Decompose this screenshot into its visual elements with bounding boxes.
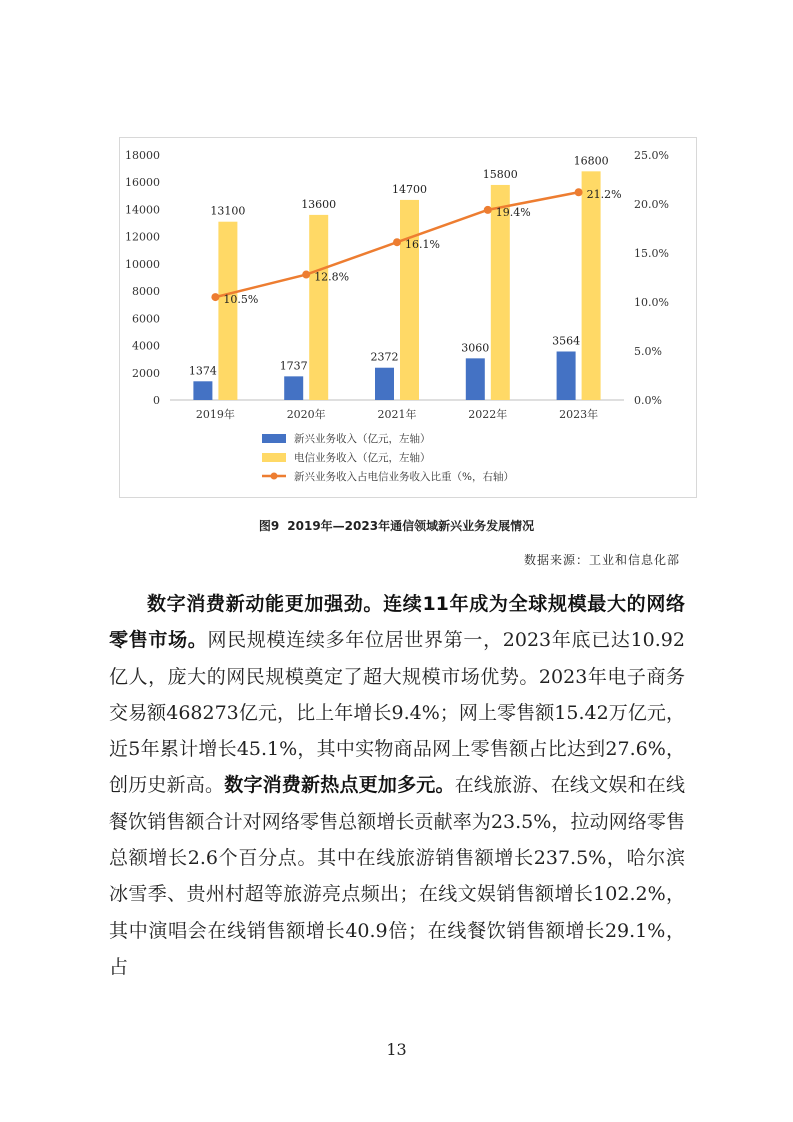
line-point-share: [393, 238, 401, 246]
line-point-share: [575, 188, 583, 196]
bar-label-telecom: 16800: [573, 154, 609, 168]
bar-emerging-revenue: [193, 381, 212, 400]
legend-swatch-emerging: [262, 434, 286, 443]
body-text-1: 网民规模连续多年位居世界第一，2023年底已达10.92亿人，庞大的网民规模奠定了超大规模市场优势。2023年电子商务交易额468273亿元，比上年增长9.4%；网上零售额15.42万亿元，近5年累计增长45.1%，其中实物商品网上零售额占比达到27.6%，创历史新高。: [109, 629, 685, 797]
x-tick-label: 2019年: [195, 408, 235, 421]
y-right-tick-label: 0.0%: [634, 394, 662, 407]
figure-number: 图9: [258, 519, 280, 533]
bar-telecom-revenue: [400, 200, 419, 400]
legend-label-telecom: 电信业务收入（亿元，左轴）: [294, 452, 431, 464]
bar-telecom-revenue: [218, 222, 237, 400]
bold-heading-2: 数字消费新热点更加多元。: [224, 774, 455, 797]
bar-emerging-revenue: [557, 351, 576, 400]
figure-title: 2019年—2023年通信领域新兴业务发展情况: [287, 519, 535, 533]
page-number: 13: [386, 1040, 407, 1059]
x-tick-label: 2020年: [286, 408, 326, 421]
bar-label-telecom: 13100: [210, 204, 246, 218]
line-point-share: [484, 206, 492, 214]
y-right-tick-label: 5.0%: [634, 345, 662, 358]
chart-container: [119, 137, 697, 498]
bar-label-emerging: 3060: [461, 341, 490, 355]
body-paragraph: [109, 586, 685, 985]
chart-svg: [120, 138, 698, 499]
y-right-tick-label: 10.0%: [634, 296, 669, 309]
y-left-tick-label: 14000: [125, 203, 160, 217]
data-source: 数据来源：工业和信息化部: [523, 553, 680, 567]
line-label-share: 21.2%: [586, 188, 622, 202]
bar-emerging-revenue: [284, 376, 303, 400]
bold-heading-1: 数字消费新动能更加强劲。连续11年成为全球规模最大的网络零售市场。: [109, 593, 685, 652]
bar-label-emerging: 1737: [279, 359, 308, 373]
bar-label-emerging: 2372: [370, 350, 399, 364]
bar-telecom-revenue: [309, 215, 328, 400]
line-label-share: 12.8%: [314, 270, 350, 284]
y-left-tick-label: 16000: [125, 176, 160, 190]
line-point-share: [302, 271, 310, 279]
bar-emerging-revenue: [375, 368, 394, 400]
legend-swatch-telecom: [262, 453, 286, 462]
x-tick-label: 2021年: [377, 408, 417, 421]
x-tick-label: 2023年: [559, 408, 599, 421]
y-right-tick-label: 20.0%: [634, 198, 669, 211]
legend-label-emerging: 新兴业务收入（亿元，左轴）: [294, 433, 431, 445]
bar-label-emerging: 3564: [552, 334, 581, 348]
y-left-tick-label: 0: [153, 394, 160, 407]
line-label-share: 10.5%: [223, 293, 259, 307]
bar-emerging-revenue: [466, 358, 485, 400]
legend-marker-share: [271, 473, 278, 480]
y-left-tick-label: 6000: [132, 312, 160, 326]
y-right-tick-label: 15.0%: [634, 247, 669, 260]
y-left-tick-label: 4000: [132, 339, 160, 353]
legend-label-share: 新兴业务收入占电信业务收入比重（%，右轴）: [294, 471, 514, 483]
y-left-tick-label: 2000: [132, 366, 160, 380]
figure-caption: [0, 517, 793, 534]
bar-label-telecom: 14700: [392, 182, 427, 196]
bar-label-telecom: 13600: [301, 197, 337, 211]
line-point-share: [211, 293, 219, 301]
bar-label-telecom: 15800: [482, 167, 518, 181]
body-text-2: 在线旅游、在线文娱和在线餐饮销售额合计对网络零售总额增长贡献率为23.5%，拉动网络零售总额增长2.6个百分点。其中在线旅游销售额增长237.5%，哈尔滨冰雪季、贵州村超等旅游亮点频出；在线文娱销售额增长102.2%，其中演唱会在线销售额增长40.9倍；在线餐饮销售额增长29.1%，占: [109, 774, 685, 978]
x-tick-label: 2022年: [468, 408, 508, 421]
y-left-tick-label: 18000: [125, 149, 160, 162]
line-label-share: 16.1%: [405, 238, 440, 252]
y-left-tick-label: 12000: [125, 230, 160, 244]
line-label-share: 19.4%: [495, 205, 531, 219]
bar-telecom-revenue: [582, 171, 601, 400]
y-left-tick-label: 10000: [125, 257, 160, 271]
bar-label-emerging: 1374: [188, 364, 217, 378]
y-right-tick-label: 25.0%: [634, 149, 669, 162]
y-left-tick-label: 8000: [132, 285, 160, 299]
